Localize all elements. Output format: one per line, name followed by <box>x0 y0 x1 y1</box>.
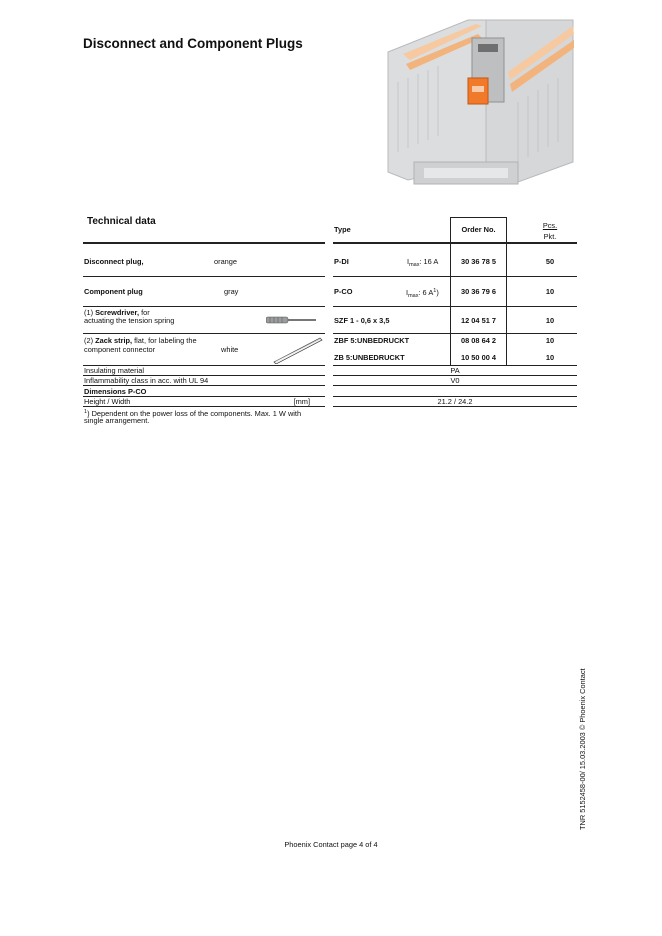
flammability-value: V0 <box>450 376 460 385</box>
component-pcs: 10 <box>545 287 555 296</box>
height-width-label: Height / Width <box>84 397 131 406</box>
height-width-unit: [mm] <box>293 397 310 406</box>
zack-type1: ZBF 5:UNBEDRUCKT <box>334 336 410 345</box>
zack-pcs1: 10 <box>545 336 555 345</box>
component-type: P-CO <box>334 287 353 296</box>
component-color: gray <box>224 287 239 296</box>
header-pkt: Pkt. <box>543 232 557 241</box>
zack-order1: 08 08 64 2 <box>461 336 496 345</box>
page-title: Disconnect and Component Plugs <box>83 36 303 51</box>
zack-pcs2: 10 <box>545 353 555 362</box>
zack-strip-icon <box>272 336 324 364</box>
screwdriver-line1: (1) Screwdriver, for <box>84 308 150 317</box>
zack-line2: component connector <box>84 345 156 354</box>
terminal-block-image <box>368 12 580 207</box>
disconnect-label: Disconnect plug, <box>84 257 144 266</box>
zack-order2: 10 50 00 4 <box>461 353 496 362</box>
height-width-value: 21.2 / 24.2 <box>437 397 473 406</box>
screwdriver-icon <box>266 316 318 324</box>
header-type: Type <box>334 225 351 234</box>
insulating-value: PA <box>450 366 460 375</box>
dimensions-label: Dimensions P-CO <box>84 387 147 396</box>
page-footer: Phoenix Contact page 4 of 4 <box>284 840 378 849</box>
flammability-label: Inflammability class in acc. with UL 94 <box>84 376 209 385</box>
document-reference: TNR 5152458-00/ 15.03.2003 © Phoenix Contact <box>578 668 587 830</box>
screwdriver-pcs: 10 <box>545 316 555 325</box>
screwdriver-line2: actuating the tension spring <box>84 316 175 325</box>
disconnect-type: P-DI <box>334 257 349 266</box>
zack-color: white <box>221 345 239 354</box>
disconnect-imax: $I_{max}$: 16 A <box>407 257 439 268</box>
screwdriver-order: 12 04 51 7 <box>461 316 496 325</box>
disconnect-order: 30 36 78 5 <box>461 257 496 266</box>
insulating-label: Insulating material <box>84 366 144 375</box>
header-order: Order No. <box>461 225 496 234</box>
disconnect-color: orange <box>214 257 238 266</box>
section-title: Technical data <box>87 216 156 227</box>
footnote-line2: single arrangement. <box>84 416 150 425</box>
component-order: 30 36 79 6 <box>461 287 496 296</box>
header-pcs: Pcs. <box>542 221 558 230</box>
zack-type2: ZB 5:UNBEDRUCKT <box>334 353 405 362</box>
disconnect-pcs: 50 <box>545 257 555 266</box>
screwdriver-type: SZF 1 - 0,6 x 3,5 <box>334 316 390 325</box>
footnote-line1: $^1$) Dependent on the power loss of the components. Max. 1 W with <box>84 409 302 418</box>
zack-line1: (2) Zack strip, flat, for labeling the <box>84 336 197 345</box>
component-label: Component plug <box>84 287 143 296</box>
component-imax: $I_{max}$: 6 $A^1$) <box>406 288 439 299</box>
